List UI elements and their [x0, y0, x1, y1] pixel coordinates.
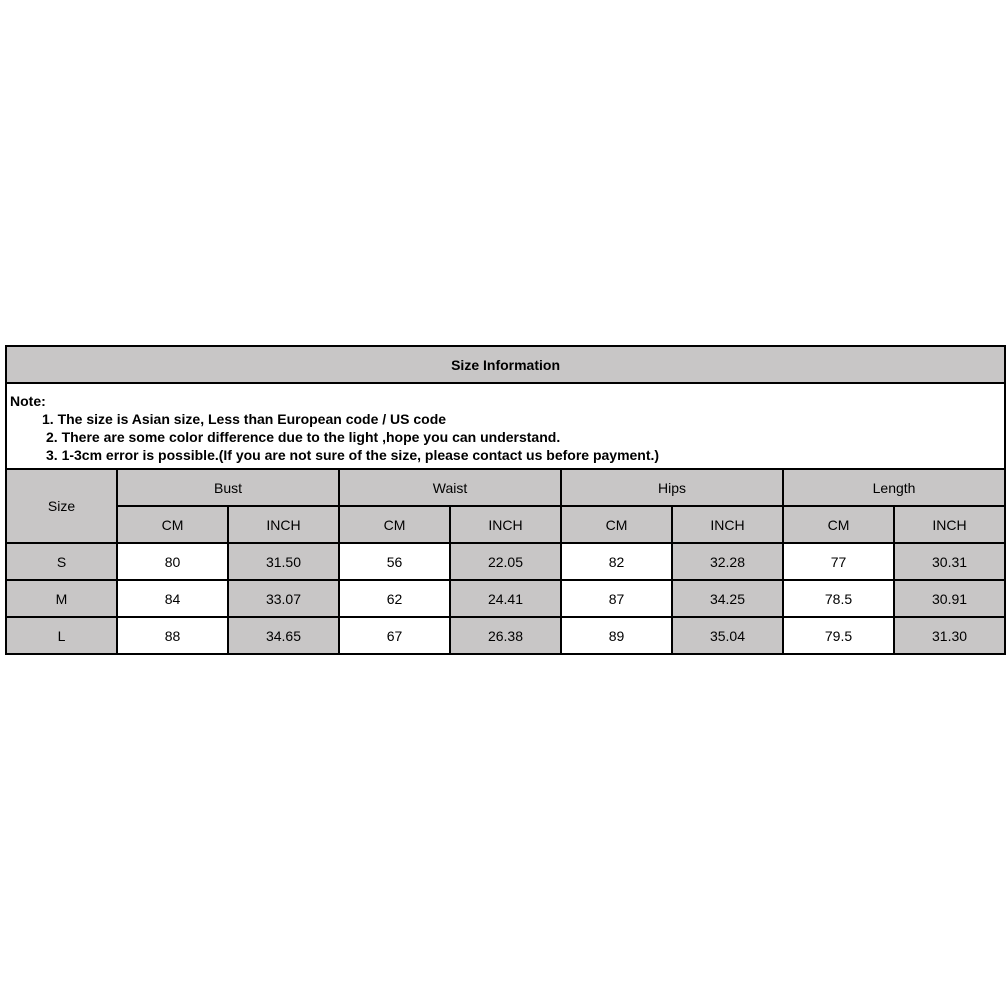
size-label: S	[6, 543, 117, 580]
table-row	[6, 580, 1005, 617]
table-cell: 31.50	[228, 543, 339, 580]
table-cell: 88	[117, 617, 228, 654]
table-cell: 84	[117, 580, 228, 617]
size-label: L	[6, 617, 117, 654]
table-row	[6, 617, 1005, 654]
table-cell: 34.25	[672, 580, 783, 617]
size-label: M	[6, 580, 117, 617]
unit-header-hips-cm: CM	[561, 506, 672, 543]
table-cell: 82	[561, 543, 672, 580]
table-cell: 35.04	[672, 617, 783, 654]
table-cell: 80	[117, 543, 228, 580]
unit-header-hips-inch: INCH	[672, 506, 783, 543]
table-cell: 32.28	[672, 543, 783, 580]
group-header-bust: Bust	[117, 469, 339, 506]
table-cell: 79.5	[783, 617, 894, 654]
note-section	[6, 383, 1005, 469]
table-row	[6, 543, 1005, 580]
table-cell: 33.07	[228, 580, 339, 617]
note-line-1: 1. The size is Asian size, Less than European code / US code	[42, 411, 447, 427]
note-line-3: 3. 1-3cm error is possible.(If you are not sure of the size, please contact us before payment.)	[46, 447, 660, 463]
unit-header-bust-cm: CM	[117, 506, 228, 543]
table-cell: 67	[339, 617, 450, 654]
table-cell: 62	[339, 580, 450, 617]
unit-header-waist-inch: INCH	[450, 506, 561, 543]
table-cell: 26.38	[450, 617, 561, 654]
table-cell: 78.5	[783, 580, 894, 617]
table-cell: 31.30	[894, 617, 1005, 654]
table-cell: 89	[561, 617, 672, 654]
table-cell: 34.65	[228, 617, 339, 654]
table-cell: 24.41	[450, 580, 561, 617]
table-cell: 77	[783, 543, 894, 580]
note-line-2: 2. There are some color difference due to the light ,hope you can understand.	[46, 429, 561, 445]
group-header-length: Length	[783, 469, 1005, 506]
table-cell: 30.31	[894, 543, 1005, 580]
unit-header-length-cm: CM	[783, 506, 894, 543]
size-column-header: Size	[6, 469, 117, 543]
table-cell: 30.91	[894, 580, 1005, 617]
table-title: Size Information	[6, 346, 1005, 383]
unit-header-bust-inch: INCH	[228, 506, 339, 543]
group-header-waist: Waist	[339, 469, 561, 506]
size-information-table	[5, 345, 1006, 655]
unit-header-waist-cm: CM	[339, 506, 450, 543]
note-heading: Note:	[10, 393, 46, 409]
table-cell: 22.05	[450, 543, 561, 580]
table-cell: 56	[339, 543, 450, 580]
table-cell: 87	[561, 580, 672, 617]
unit-header-length-inch: INCH	[894, 506, 1005, 543]
group-header-hips: Hips	[561, 469, 783, 506]
